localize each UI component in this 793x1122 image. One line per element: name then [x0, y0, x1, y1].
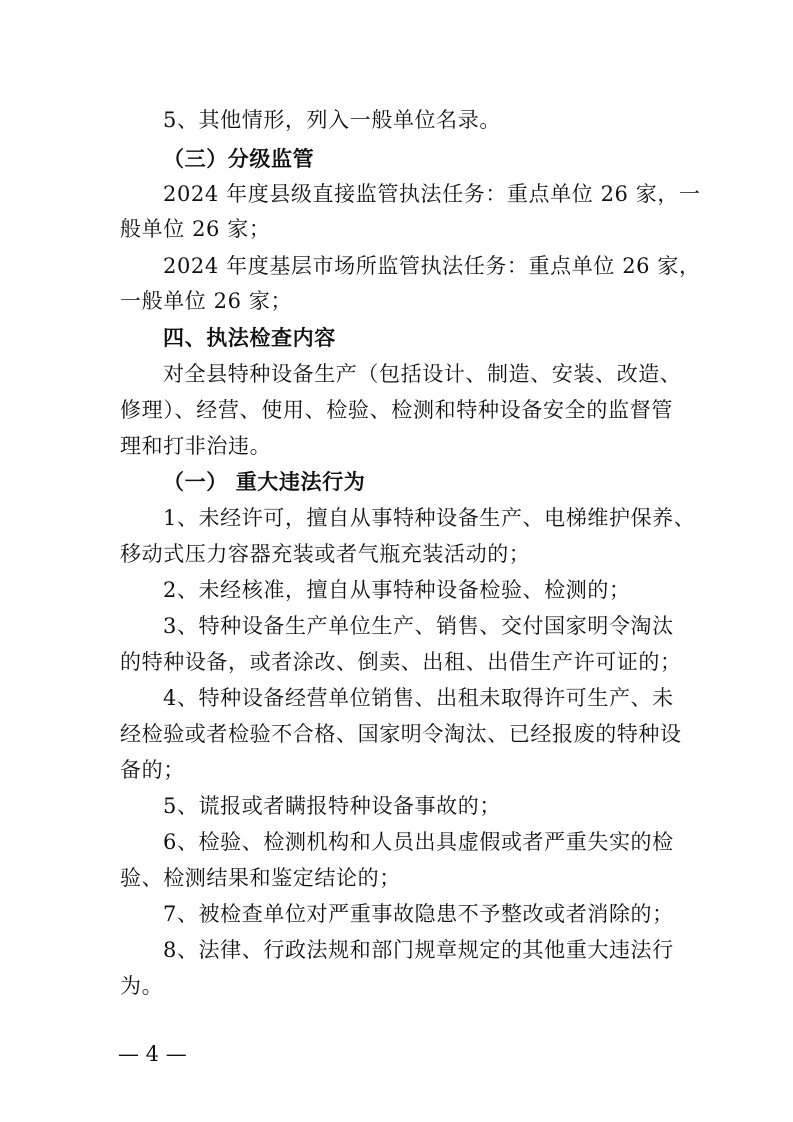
list-item: 2、未经核准，擅自从事特种设备检验、检测的； — [163, 578, 631, 602]
list-item-continuation: 的特种设备，或者涂改、倒卖、出租、出借生产许可证的； — [120, 650, 682, 674]
list-item-continuation: 为。 — [120, 974, 164, 998]
list-item: 7、被检查单位对严重事故隐患不予整改或者消除的； — [163, 902, 674, 926]
list-item-continuation: 验、检测结果和鉴定结论的； — [120, 866, 401, 890]
paragraph-line: 5、其他情形，列入一般单位名录。 — [163, 108, 501, 132]
list-item-continuation: 移动式压力容器充装或者气瓶充装活动的； — [120, 542, 531, 566]
list-item: 1、未经许可，擅自从事特种设备生产、电梯维护保养、 — [163, 506, 696, 530]
paragraph-line: 般单位 26 家； — [120, 217, 271, 241]
list-item: 8、法律、行政法规和部门规章规定的其他重大违法行 — [163, 938, 674, 962]
paragraph-line: 2024 年度县级直接监管执法任务：重点单位 26 家，一 — [163, 182, 701, 206]
paragraph-line: 理和打非治违。 — [120, 434, 272, 458]
list-item-continuation: 备的； — [120, 758, 185, 782]
section-heading: （三）分级监管 — [163, 147, 315, 171]
paragraph-line: 2024 年度基层市场所监管执法任务：重点单位 26 家， — [163, 254, 701, 278]
page-number: — 4 — — [118, 1042, 187, 1066]
section-heading: （一） 重大违法行为 — [163, 470, 366, 494]
paragraph-line: 对全县特种设备生产（包括设计、制造、安装、改造、 — [163, 362, 682, 386]
list-item: 6、检验、检测机构和人员出具虚假或者严重失实的检 — [163, 830, 674, 854]
list-item: 4、特种设备经营单位销售、出租未取得许可生产、未 — [163, 686, 674, 710]
list-item: 5、谎报或者瞒报特种设备事故的； — [163, 794, 501, 818]
list-item: 3、特种设备生产单位生产、销售、交付国家明令淘汰 — [163, 614, 674, 638]
list-item-continuation: 经检验或者检验不合格、国家明令淘汰、已经报废的特种设 — [120, 722, 682, 746]
paragraph-line: 一般单位 26 家； — [120, 289, 293, 313]
paragraph-line: 修理）、经营、使用、检验、检测和特种设备安全的监督管 — [120, 398, 673, 422]
section-heading: 四、执法检查内容 — [163, 326, 336, 350]
